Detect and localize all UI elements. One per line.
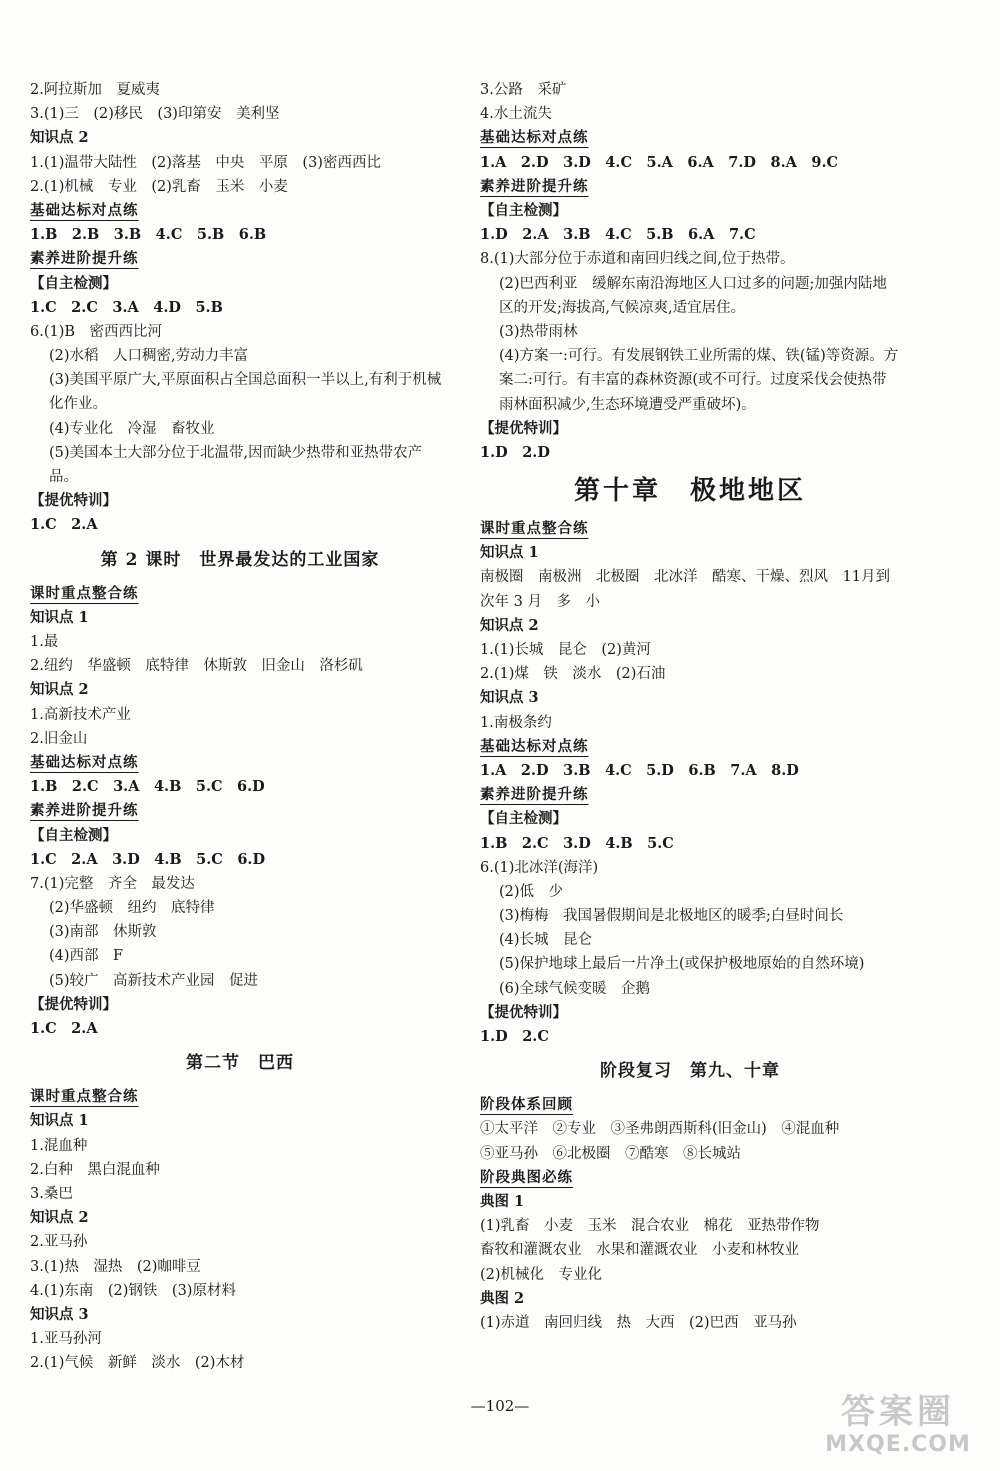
answer-line: (3)南部 休斯敦 bbox=[49, 924, 157, 941]
answer-line: (3)梅梅 我国暑假期间是北极地区的暖季;白昼时间长 bbox=[499, 908, 844, 925]
section-heading: 阶段体系回顾 bbox=[480, 1096, 573, 1114]
section-heading: 基础达标对点练 bbox=[480, 129, 589, 147]
subsection-label: 【提优特训】 bbox=[480, 419, 567, 437]
answer-line: 7.(1)完整 齐全 最发达 bbox=[30, 875, 195, 892]
subsection-label: 【自主检测】 bbox=[30, 826, 117, 844]
section-heading: 课时重点整合练 bbox=[480, 520, 589, 538]
section-heading: 课时重点整合练 bbox=[30, 584, 139, 602]
subsection-label: 【自主检测】 bbox=[480, 201, 567, 219]
section-heading: 基础达标对点练 bbox=[30, 201, 139, 219]
answer-line: 2.(1)机械 专业 (2)乳畜 玉米 小麦 bbox=[30, 178, 288, 195]
answer-line: 2.(1)气候 新鲜 淡水 (2)木材 bbox=[30, 1355, 245, 1372]
answer-line: 6.(1)北冰洋(海洋) bbox=[480, 859, 599, 876]
answer-line: 8.(1)大部分位于赤道和南回归线之间,位于热带。 bbox=[480, 251, 795, 268]
answer-line: 1.高新技术产业 bbox=[30, 706, 131, 723]
answer-key: 1.B 2.B 3.B 4.C 5.B 6.B bbox=[30, 226, 267, 244]
answer-line: (6)全球气候变暖 企鹅 bbox=[499, 980, 651, 997]
answer-line: 2.白种 黑白混血种 bbox=[30, 1161, 160, 1178]
answer-key: 1.C 2.A bbox=[30, 516, 98, 534]
knowledge-point-label: 知识点 1 bbox=[30, 608, 89, 626]
answer-line: (5)较广 高新技术产业园 促进 bbox=[49, 972, 259, 989]
answer-line: (4)方案一:可行。有发展钢铁工业所需的煤、铁(锰)等资源。方案二:可行。有丰富的森林资源(或不可行。过度采伐会使热带雨林面积减少,生态环境遭受严重破坏)。 bbox=[499, 348, 899, 413]
answer-line: (3)美国平原广大,平原面积占全国总面积一半以上,有利于机械化作业。 bbox=[49, 372, 442, 413]
right-column bbox=[480, 78, 900, 1335]
answer-line: (2)巴西利亚 缓解东南沿海地区人口过多的问题;加强内陆地区的开发;海拔高,气候凉爽,适宜居住。 bbox=[499, 275, 887, 316]
answer-key: 1.B 2.C 3.A 4.B 5.C 6.D bbox=[30, 778, 265, 796]
answer-line: 3.(1)热 湿热 (2)咖啡豆 bbox=[30, 1258, 201, 1275]
answer-line: (1)乳畜 小麦 玉米 混合农业 棉花 亚热带作物 bbox=[480, 1218, 820, 1235]
answer-line: ①太平洋 ②专业 ③圣弗朗西斯科(旧金山) ④混血种 bbox=[480, 1121, 840, 1138]
answer-line: (2)水稻 人口稠密,劳动力丰富 bbox=[49, 348, 249, 365]
answer-line: 2.(1)煤 铁 淡水 (2)石油 bbox=[480, 666, 666, 683]
section-heading: 课时重点整合练 bbox=[30, 1088, 139, 1106]
answer-key: 1.D 2.A 3.B 4.C 5.B 6.A 7.C bbox=[480, 226, 756, 244]
answer-line: 3.(1)三 (2)移民 (3)印第安 美利坚 bbox=[30, 106, 280, 123]
section-heading: 素养进阶提升练 bbox=[30, 250, 139, 268]
answer-line: 1.南极条约 bbox=[480, 714, 552, 731]
chapter-title: 第十章 极地地区 bbox=[573, 476, 806, 507]
answer-line: 1.(1)长城 昆仑 (2)黄河 bbox=[480, 642, 651, 659]
watermark-url: MXQE.COM bbox=[825, 1432, 971, 1457]
knowledge-point-label: 知识点 2 bbox=[30, 681, 89, 699]
answer-line: (4)西部 F bbox=[49, 948, 124, 965]
answer-key: 1.C 2.A bbox=[30, 1020, 98, 1037]
answer-line: (3)热带雨林 bbox=[499, 323, 578, 340]
answer-line: 畜牧和灌溉农业 水果和灌溉农业 小麦和林牧业 bbox=[480, 1242, 799, 1259]
section-heading: 素养进阶提升练 bbox=[30, 802, 139, 820]
answer-line: 1.亚马孙河 bbox=[30, 1331, 102, 1348]
answer-line: 3.桑巴 bbox=[30, 1185, 73, 1202]
review-title: 阶段复习 第九、十章 bbox=[600, 1061, 780, 1082]
answer-line: 南极圈 南极洲 北极圈 北冰洋 酷寒、干燥、烈风 11月到次年 3 月 多 小 bbox=[480, 569, 890, 610]
answer-key: 1.A 2.D 3.B 4.C 5.D 6.B 7.A 8.D bbox=[480, 761, 799, 779]
answer-line: (4)专业化 冷湿 畜牧业 bbox=[49, 420, 215, 437]
answer-line: 1.(1)温带大陆性 (2)落基 中央 平原 (3)密西西比 bbox=[30, 154, 381, 171]
section-heading: 素养进阶提升练 bbox=[480, 177, 589, 195]
answer-line: 6.(1)B 密西西比河 bbox=[30, 323, 163, 340]
left-column bbox=[30, 78, 450, 1375]
answer-line: (2)机械化 专业化 bbox=[480, 1266, 603, 1283]
answer-line: (5)保护地球上最后一片净土(或保护极地原始的自然环境) bbox=[499, 956, 865, 973]
knowledge-point-label: 知识点 2 bbox=[480, 616, 539, 634]
figure-label: 典图 2 bbox=[480, 1289, 525, 1307]
section-title: 第二节 巴西 bbox=[186, 1053, 294, 1074]
answer-line: 4.(1)东南 (2)钢铁 (3)原材料 bbox=[30, 1282, 236, 1299]
answer-key: 1.C 2.A 3.D 4.B 5.C 6.D bbox=[30, 850, 266, 868]
knowledge-point-label: 知识点 2 bbox=[30, 129, 89, 147]
knowledge-point-label: 知识点 1 bbox=[480, 544, 539, 562]
subsection-label: 【提优特训】 bbox=[30, 995, 117, 1013]
answer-key: 1.B 2.C 3.D 4.B 5.C bbox=[480, 834, 674, 852]
section-heading: 基础达标对点练 bbox=[30, 753, 139, 771]
watermark-logo bbox=[808, 1392, 988, 1470]
answer-key: 1.A 2.D 3.D 4.C 5.A 6.A 7.D 8.A 9.C bbox=[480, 153, 839, 171]
answer-line: 2.纽约 华盛顿 底特律 休斯敦 旧金山 洛杉矶 bbox=[30, 658, 363, 675]
watermark-text: 答案圈 bbox=[841, 1392, 955, 1432]
knowledge-point-label: 知识点 1 bbox=[30, 1112, 89, 1130]
answer-line: 3.公路 采矿 bbox=[480, 82, 567, 98]
answer-line: (4)长城 昆仑 bbox=[499, 932, 593, 949]
subsection-label: 【自主检测】 bbox=[30, 274, 117, 292]
answer-line: 2.阿拉斯加 夏威夷 bbox=[30, 82, 160, 98]
answer-key: 1.D 2.D bbox=[480, 443, 550, 461]
answer-line: 1.最 bbox=[30, 634, 59, 650]
answer-line: (2)华盛顿 纽约 底特律 bbox=[49, 900, 215, 917]
section-heading: 阶段典图必练 bbox=[480, 1168, 573, 1186]
knowledge-point-label: 知识点 2 bbox=[30, 1209, 89, 1227]
knowledge-point-label: 知识点 3 bbox=[480, 689, 539, 707]
subsection-label: 【提优特训】 bbox=[480, 1003, 567, 1021]
answer-line: (1)赤道 南回归线 热 大西 (2)巴西 亚马孙 bbox=[480, 1314, 797, 1331]
lesson-title: 第 2 课时 世界最发达的工业国家 bbox=[100, 549, 380, 570]
answer-line: 4.水土流失 bbox=[480, 106, 552, 123]
subsection-label: 【自主检测】 bbox=[480, 810, 567, 828]
answer-line: 2.旧金山 bbox=[30, 730, 88, 747]
section-heading: 基础达标对点练 bbox=[480, 737, 589, 755]
answer-key: 1.D 2.C bbox=[480, 1028, 549, 1046]
page-number: —102— bbox=[470, 1397, 530, 1415]
figure-label: 典图 1 bbox=[480, 1193, 525, 1210]
answer-line: (2)低 少 bbox=[499, 883, 564, 900]
answer-line: (5)美国本土大部分位于北温带,因而缺少热带和亚热带农产品。 bbox=[49, 444, 423, 486]
subsection-label: 【提优特训】 bbox=[30, 492, 117, 510]
answer-line: ⑤亚马孙 ⑥北极圈 ⑦酷寒 ⑧长城站 bbox=[480, 1145, 741, 1162]
answer-key: 1.C 2.C 3.A 4.D 5.B bbox=[30, 298, 223, 316]
answer-line: 2.亚马孙 bbox=[30, 1234, 88, 1251]
knowledge-point-label: 知识点 3 bbox=[30, 1305, 89, 1323]
section-heading: 素养进阶提升练 bbox=[480, 786, 589, 804]
answer-line: 1.混血种 bbox=[30, 1137, 88, 1154]
